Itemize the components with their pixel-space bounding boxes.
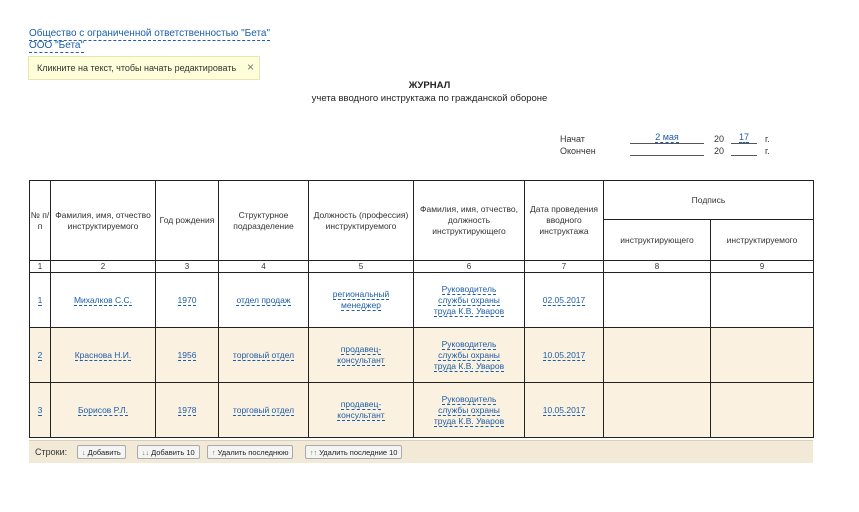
header-sig-instructor: инструктирующего — [604, 220, 711, 261]
header-birth: Год рождения — [156, 181, 219, 261]
journal-subtitle: учета вводного инструктажа по гражданской обороне — [311, 93, 548, 104]
header-signature: Подпись — [604, 181, 814, 220]
header-instructor: Фамилия, имя, отчество, должность инструктирующего — [414, 181, 525, 261]
arrow-up-icon: ↑ — [212, 450, 216, 457]
org-full-name[interactable]: Общество с ограниченной ответственностью "Бета" — [29, 28, 271, 39]
started-date-field[interactable] — [630, 132, 704, 144]
row-name[interactable]: Борисов Р.Л. — [77, 404, 129, 415]
add-10-rows-button[interactable] — [137, 445, 200, 459]
row-instructor[interactable]: Руководитель службы охраны труда К.В. Уваров — [433, 283, 505, 316]
col-number: 5 — [309, 261, 414, 273]
close-icon[interactable]: × — [246, 60, 254, 74]
journal-table — [29, 180, 814, 438]
header-position: Должность (профессия) инструктируемого — [309, 181, 414, 261]
row-dept[interactable]: торговый отдел — [232, 349, 295, 360]
row-sig-trainee[interactable] — [711, 273, 814, 328]
ended-year-field[interactable] — [731, 144, 757, 156]
row-instructor[interactable]: Руководитель службы охраны труда К.В. Уваров — [433, 393, 505, 426]
rows-label: Строки: — [35, 447, 68, 457]
col-number: 3 — [156, 261, 219, 273]
row-dept[interactable]: отдел продаж — [236, 294, 291, 305]
row-name[interactable]: Краснова Н.И. — [74, 349, 132, 360]
hint-text: Кликните на текст, чтобы начать редактировать — [37, 63, 237, 73]
row-birth[interactable]: 1970 — [177, 294, 197, 305]
col-number: 9 — [711, 261, 814, 273]
row-num[interactable]: 1 — [37, 294, 43, 305]
table-row — [30, 273, 814, 328]
ended-suffix: г. — [765, 146, 770, 156]
row-birth[interactable]: 1978 — [177, 404, 197, 415]
row-instructor[interactable]: Руководитель службы охраны труда К.В. Уваров — [433, 338, 505, 371]
row-dept[interactable]: торговый отдел — [232, 404, 295, 415]
org-short-name[interactable]: ООО "Бета" — [29, 40, 85, 51]
delete-last-10-rows-label: Удалить последние 10 — [319, 448, 398, 457]
table-row — [30, 328, 814, 383]
header-num: № п/п — [30, 181, 51, 261]
started-year-field[interactable] — [731, 132, 757, 144]
col-number: 2 — [51, 261, 156, 273]
col-number: 1 — [30, 261, 51, 273]
header-name: Фамилия, имя, отчество инструктируемого — [51, 181, 156, 261]
add-row-button[interactable] — [77, 445, 126, 459]
rows-toolbar — [29, 440, 813, 463]
started-label: Начат — [560, 134, 585, 144]
row-date[interactable]: 02.05.2017 — [542, 294, 586, 305]
header-date: Дата проведения вводного инструктажа — [525, 181, 604, 261]
col-number: 6 — [414, 261, 525, 273]
delete-last-row-label: Удалить последнюю — [217, 448, 289, 457]
double-arrow-down-icon: ↓↓ — [142, 450, 149, 457]
row-num[interactable]: 2 — [37, 349, 43, 360]
header-dept: Структурное подразделение — [219, 181, 309, 261]
row-sig-instructor[interactable] — [604, 383, 711, 438]
double-arrow-up-icon: ↑↑ — [310, 450, 317, 457]
add-row-label: Добавить — [87, 448, 121, 457]
table-row — [30, 383, 814, 438]
journal-title: ЖУРНАЛ — [408, 80, 451, 91]
row-birth[interactable]: 1956 — [177, 349, 197, 360]
col-number: 8 — [604, 261, 711, 273]
row-position[interactable]: продавец-консультант — [337, 344, 385, 365]
header-sig-trainee: инструктируемого — [711, 220, 814, 261]
started-suffix: г. — [765, 134, 770, 144]
started-century: 20 — [714, 134, 725, 144]
started-date-value[interactable]: 2 мая — [655, 132, 679, 142]
row-sig-instructor[interactable] — [604, 273, 711, 328]
ended-century: 20 — [714, 146, 725, 156]
ended-label: Окончен — [560, 146, 596, 156]
row-date[interactable]: 10.05.2017 — [542, 404, 586, 415]
row-name[interactable]: Михалков С.С. — [73, 294, 133, 305]
delete-last-10-rows-button[interactable] — [305, 445, 402, 459]
col-number: 7 — [525, 261, 604, 273]
delete-last-row-button[interactable] — [207, 445, 293, 459]
row-sig-trainee[interactable] — [711, 383, 814, 438]
row-position[interactable]: региональный менеджер — [332, 289, 390, 310]
arrow-down-icon: ↓ — [82, 450, 86, 457]
row-num[interactable]: 3 — [37, 404, 43, 415]
started-year-value[interactable]: 17 — [738, 132, 749, 142]
ended-date-field[interactable] — [630, 144, 704, 156]
row-sig-trainee[interactable] — [711, 328, 814, 383]
col-number: 4 — [219, 261, 309, 273]
edit-hint-tooltip — [28, 56, 260, 80]
row-date[interactable]: 10.05.2017 — [542, 349, 586, 360]
add-10-rows-label: Добавить 10 — [151, 448, 195, 457]
row-sig-instructor[interactable] — [604, 328, 711, 383]
row-position[interactable]: продавец-консультант — [337, 399, 385, 420]
